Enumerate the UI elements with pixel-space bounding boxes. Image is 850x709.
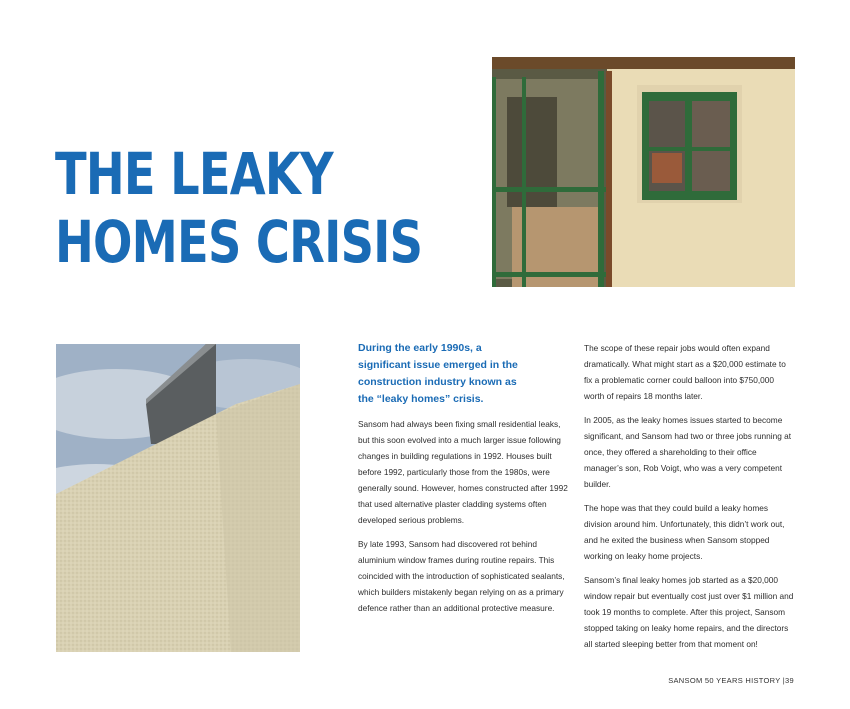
lead-paragraph: During the early 1990s, a significant issue emerged in the construction industry known as the “leaky homes” crisis. [358, 342, 518, 405]
body-paragraph: By late 1993, Sansom had discovered rot behind aluminium window frames during routine repairs. This coincided with the introduction of sophisticated sealants, which builders mistakenly began relying on as a primary defence rather than an additional protective measure. [358, 539, 565, 613]
body-paragraph: The hope was that they could build a leaky homes division around him. Unfortunately, this didn’t work out, and he exited the business when Sansom stopped working on leaky home projects. [584, 503, 785, 561]
body-paragraph: In 2005, as the leaky homes issues started to become significant, and Sansom had two or three jobs running at once, they offered a shareholding to their office manager’s son, Rob Voigt, who was a very competent builder. [584, 415, 792, 489]
photo-windows-illustration [492, 57, 795, 287]
title-line-1: THE LEAKY [55, 140, 333, 208]
body-paragraph: Sansom’s final leaky homes job started as a $20,000 window repair but eventually cost just over $1 million and took 19 months to complete. After this project, Sansom stopped taking on leaky home repairs, and the directors all started sleeping better from that moment on! [584, 575, 794, 649]
title-line-2: HOMES CRISIS [55, 208, 423, 276]
column-left [358, 340, 568, 624]
body-paragraph: The scope of these repair jobs would often expand dramatically. What might start as a $20,000 estimate to fix a problematic corner could balloon into $750,000 worth of repairs 18 months later. [584, 343, 786, 401]
photo-windows [492, 57, 795, 287]
page-footer: SANSOM 50 YEARS HISTORY |39 [668, 676, 794, 685]
photo-plaster-wall [56, 344, 300, 652]
page-title [55, 140, 423, 276]
column-right [584, 340, 794, 660]
photo-plaster-wall-illustration [56, 344, 300, 652]
body-paragraph: Sansom had always been fixing small residential leaks, but this soon evolved into a much larger issue following changes in building regulations in 1992. Houses built before 1992, particularly those from the 1980s, were generally sound. However, homes constructed after 1992 that used alternative plaster cladding systems often developed serious problems. [358, 419, 568, 525]
